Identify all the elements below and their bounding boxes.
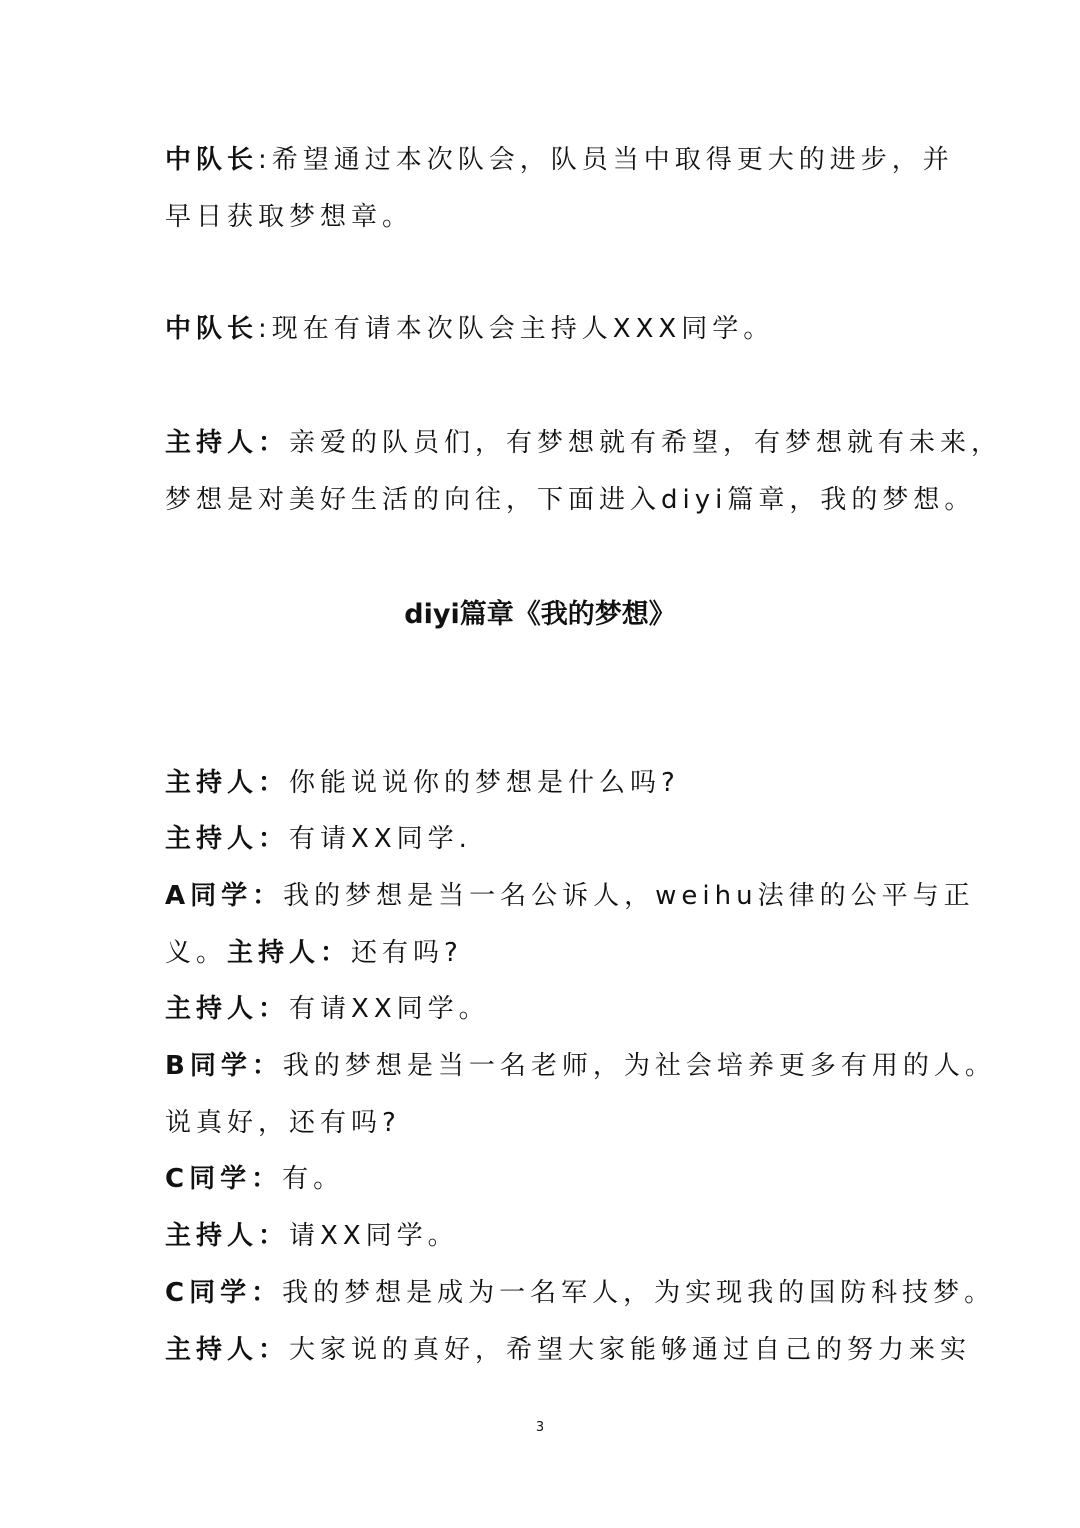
line-text: 还有吗? (351, 938, 463, 968)
line-text: 有请XX同学. (289, 824, 472, 854)
line-text: 我的梦想是当一名老师，为社会培养更多有用的人。 (282, 1051, 996, 1081)
paragraph-line (165, 312, 925, 346)
paragraph-line (165, 1219, 925, 1253)
speaker-label: 主持人： (165, 1335, 290, 1365)
speaker-label: 主持人： (165, 1221, 290, 1251)
speaker-label: C同学： (165, 1278, 283, 1308)
paragraph-line (165, 1162, 925, 1196)
speaker-label: A同学： (165, 881, 284, 911)
line-text: 早日获取梦想章。 (165, 202, 414, 232)
paragraph-line (165, 1333, 972, 1367)
page-number: 3 (535, 1420, 545, 1435)
speaker-label: 主持人： (165, 428, 290, 458)
line-text: 请XX同学。 (289, 1221, 459, 1251)
paragraph-line (165, 1276, 996, 1310)
paragraph-line (165, 822, 925, 856)
paragraph-line (165, 426, 1003, 460)
speaker-label: 主持人： (165, 824, 290, 854)
line-text: 有请XX同学。 (289, 994, 490, 1024)
line-text: 我的梦想是成为一名军人，为实现我的国防科技梦。 (282, 1278, 996, 1308)
paragraph-line (165, 1049, 996, 1083)
line-text: 我的梦想是当一名公诉人，weihu法律的公平与正 (283, 881, 975, 911)
paragraph-line (165, 879, 975, 913)
paragraph-line (165, 1106, 925, 1140)
paragraph-line (165, 992, 925, 1026)
speaker-label: B同学： (165, 1051, 283, 1081)
line-text: :现在有请本次队会主持人XXX同学。 (258, 314, 775, 344)
line-text: 梦想是对美好生活的向往，下面进入diyi篇章，我的梦想。 (165, 485, 976, 515)
paragraph-line (165, 143, 954, 177)
paragraph-line (165, 200, 925, 234)
line-text: 义。 (165, 938, 228, 968)
line-text: 有。 (282, 1164, 345, 1194)
speaker-label: 主持人： (165, 768, 290, 798)
speaker-label: 主持人： (227, 938, 352, 968)
section-heading: diyi篇章《我的梦想》 (404, 599, 676, 630)
paragraph-line (165, 936, 925, 970)
line-text: :希望通过本次队会，队员当中取得更大的进步，并 (258, 145, 954, 175)
line-text: 你能说说你的梦想是什么吗? (289, 768, 680, 798)
speaker-label: C同学： (165, 1164, 283, 1194)
line-text: 大家说的真好，希望大家能够通过自己的努力来实 (289, 1335, 972, 1365)
line-text: 说真好，还有吗? (165, 1108, 401, 1138)
line-text: 亲爱的队员们，有梦想就有希望，有梦想就有未来， (289, 428, 1003, 458)
speaker-label: 中队长 (165, 145, 259, 175)
paragraph-line (165, 483, 976, 517)
speaker-label: 中队长 (165, 314, 259, 344)
paragraph-line (165, 766, 925, 800)
speaker-label: 主持人： (165, 994, 290, 1024)
